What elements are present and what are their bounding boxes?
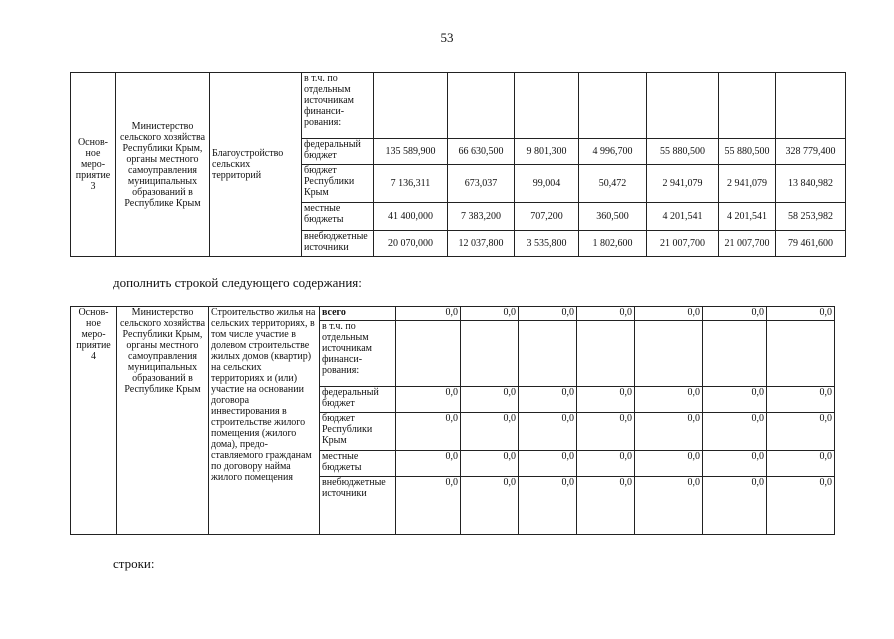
value-cell: 21 007,700: [719, 231, 776, 257]
program-table-activity-4: [70, 306, 835, 535]
value-cell: 0,0: [635, 477, 703, 535]
source-cell: местные бюджеты: [302, 203, 374, 231]
activity-label: Основ-ное меро-приятие 3: [75, 137, 111, 192]
value-cell: 0,0: [519, 477, 577, 535]
value-cell: [448, 73, 515, 139]
source-cell: в т.ч. по отдельным источникам финанси-рования:: [320, 321, 396, 387]
activity-label: Основ-ное меро-приятие 4: [76, 307, 111, 362]
source-cell: в т.ч. по отдельным источникам финанси-рования:: [302, 73, 374, 139]
value-cell: 4 201,541: [719, 203, 776, 231]
activity-cell: [71, 307, 117, 535]
value-cell: [579, 73, 647, 139]
value-cell: [776, 73, 846, 139]
value-cell: 328 779,400: [776, 139, 846, 165]
value-cell: 0,0: [519, 387, 577, 413]
value-cell: 0,0: [577, 307, 635, 321]
value-cell: [719, 73, 776, 139]
source-cell: федеральный бюджет: [320, 387, 396, 413]
value-cell: 0,0: [519, 307, 577, 321]
table-row: [71, 73, 846, 139]
source-cell: федеральный бюджет: [302, 139, 374, 165]
paragraph-append-row: дополнить строкой следующего содержания:: [113, 275, 362, 290]
value-cell: 0,0: [519, 451, 577, 477]
value-cell: 0,0: [396, 307, 461, 321]
value-cell: 41 400,000: [374, 203, 448, 231]
value-cell: 2 941,079: [719, 165, 776, 203]
value-cell: 0,0: [396, 477, 461, 535]
value-cell: [374, 73, 448, 139]
value-cell: [767, 321, 835, 387]
value-cell: 0,0: [577, 413, 635, 451]
value-cell: 0,0: [767, 387, 835, 413]
executor-cell: [117, 307, 209, 535]
source-cell: внебюджетные источники: [302, 231, 374, 257]
value-cell: [519, 321, 577, 387]
value-cell: 21 007,700: [647, 231, 719, 257]
value-cell: 0,0: [461, 451, 519, 477]
value-cell: 0,0: [767, 477, 835, 535]
value-cell: 3 535,800: [515, 231, 579, 257]
value-cell: 0,0: [635, 307, 703, 321]
page-number: 53: [440, 30, 454, 45]
value-cell: 7 383,200: [448, 203, 515, 231]
executor-label: Министерство сельского хозяйства Республики Крым, органы местного самоуправления муниципальных образований в Республике Крым: [119, 307, 206, 395]
source-cell: всего: [320, 307, 396, 321]
value-cell: 0,0: [767, 451, 835, 477]
value-cell: 0,0: [519, 413, 577, 451]
value-cell: 0,0: [703, 413, 767, 451]
value-cell: 673,037: [448, 165, 515, 203]
source-cell: бюджет Республики Крым: [302, 165, 374, 203]
value-cell: 0,0: [396, 451, 461, 477]
value-cell: 12 037,800: [448, 231, 515, 257]
value-cell: 9 801,300: [515, 139, 579, 165]
value-cell: 0,0: [703, 451, 767, 477]
value-cell: 20 070,000: [374, 231, 448, 257]
table-row: [71, 307, 835, 321]
value-cell: 58 253,982: [776, 203, 846, 231]
value-cell: 79 461,600: [776, 231, 846, 257]
value-cell: [461, 321, 519, 387]
value-cell: 0,0: [703, 387, 767, 413]
value-cell: 0,0: [461, 477, 519, 535]
value-cell: 4 201,541: [647, 203, 719, 231]
value-cell: [396, 321, 461, 387]
value-cell: [577, 321, 635, 387]
value-cell: 99,004: [515, 165, 579, 203]
value-cell: 0,0: [396, 387, 461, 413]
source-cell: бюджет Республики Крым: [320, 413, 396, 451]
value-cell: 1 802,600: [579, 231, 647, 257]
value-cell: 0,0: [767, 413, 835, 451]
value-cell: 50,472: [579, 165, 647, 203]
value-cell: 0,0: [461, 307, 519, 321]
value-cell: 0,0: [767, 307, 835, 321]
value-cell: 7 136,311: [374, 165, 448, 203]
activity-cell: [71, 73, 116, 257]
value-cell: 55 880,500: [719, 139, 776, 165]
value-cell: 0,0: [461, 413, 519, 451]
value-cell: [647, 73, 719, 139]
activity-name: Строительство жилья на сельских территориях, в том числе участие в долевом строительстве жилых домов (квартир) на сельских территориях и (или) участие на основании договора инвестирования в строительстве жилого помещения (жилого дома), предо-ставляемого гражданам по договору найма жилого помещения: [211, 307, 316, 483]
value-cell: 360,500: [579, 203, 647, 231]
value-cell: 0,0: [703, 307, 767, 321]
value-cell: 0,0: [461, 387, 519, 413]
value-cell: 0,0: [577, 451, 635, 477]
activity-name-cell: [209, 307, 320, 535]
value-cell: 0,0: [635, 387, 703, 413]
program-table-activity-3: [70, 72, 846, 257]
value-cell: 0,0: [577, 477, 635, 535]
source-cell: местные бюджеты: [320, 451, 396, 477]
activity-name: Благоустройство сельских территорий: [212, 148, 284, 181]
value-cell: 55 880,500: [647, 139, 719, 165]
value-cell: 13 840,982: [776, 165, 846, 203]
value-cell: 0,0: [577, 387, 635, 413]
activity-name-cell: [210, 73, 302, 257]
value-cell: 0,0: [635, 451, 703, 477]
value-cell: 0,0: [396, 413, 461, 451]
value-cell: [703, 321, 767, 387]
value-cell: [635, 321, 703, 387]
value-cell: 2 941,079: [647, 165, 719, 203]
value-cell: 707,200: [515, 203, 579, 231]
value-cell: 0,0: [703, 477, 767, 535]
value-cell: 4 996,700: [579, 139, 647, 165]
value-cell: [515, 73, 579, 139]
source-cell: внебюджетные источники: [320, 477, 396, 535]
executor-label: Министерство сельского хозяйства Республики Крым, органы местного самоуправления муниципальных образований в Республике Крым: [119, 120, 206, 209]
paragraph-rows: строки:: [113, 556, 155, 571]
value-cell: 0,0: [635, 413, 703, 451]
value-cell: 66 630,500: [448, 139, 515, 165]
value-cell: 135 589,900: [374, 139, 448, 165]
executor-cell: [116, 73, 210, 257]
